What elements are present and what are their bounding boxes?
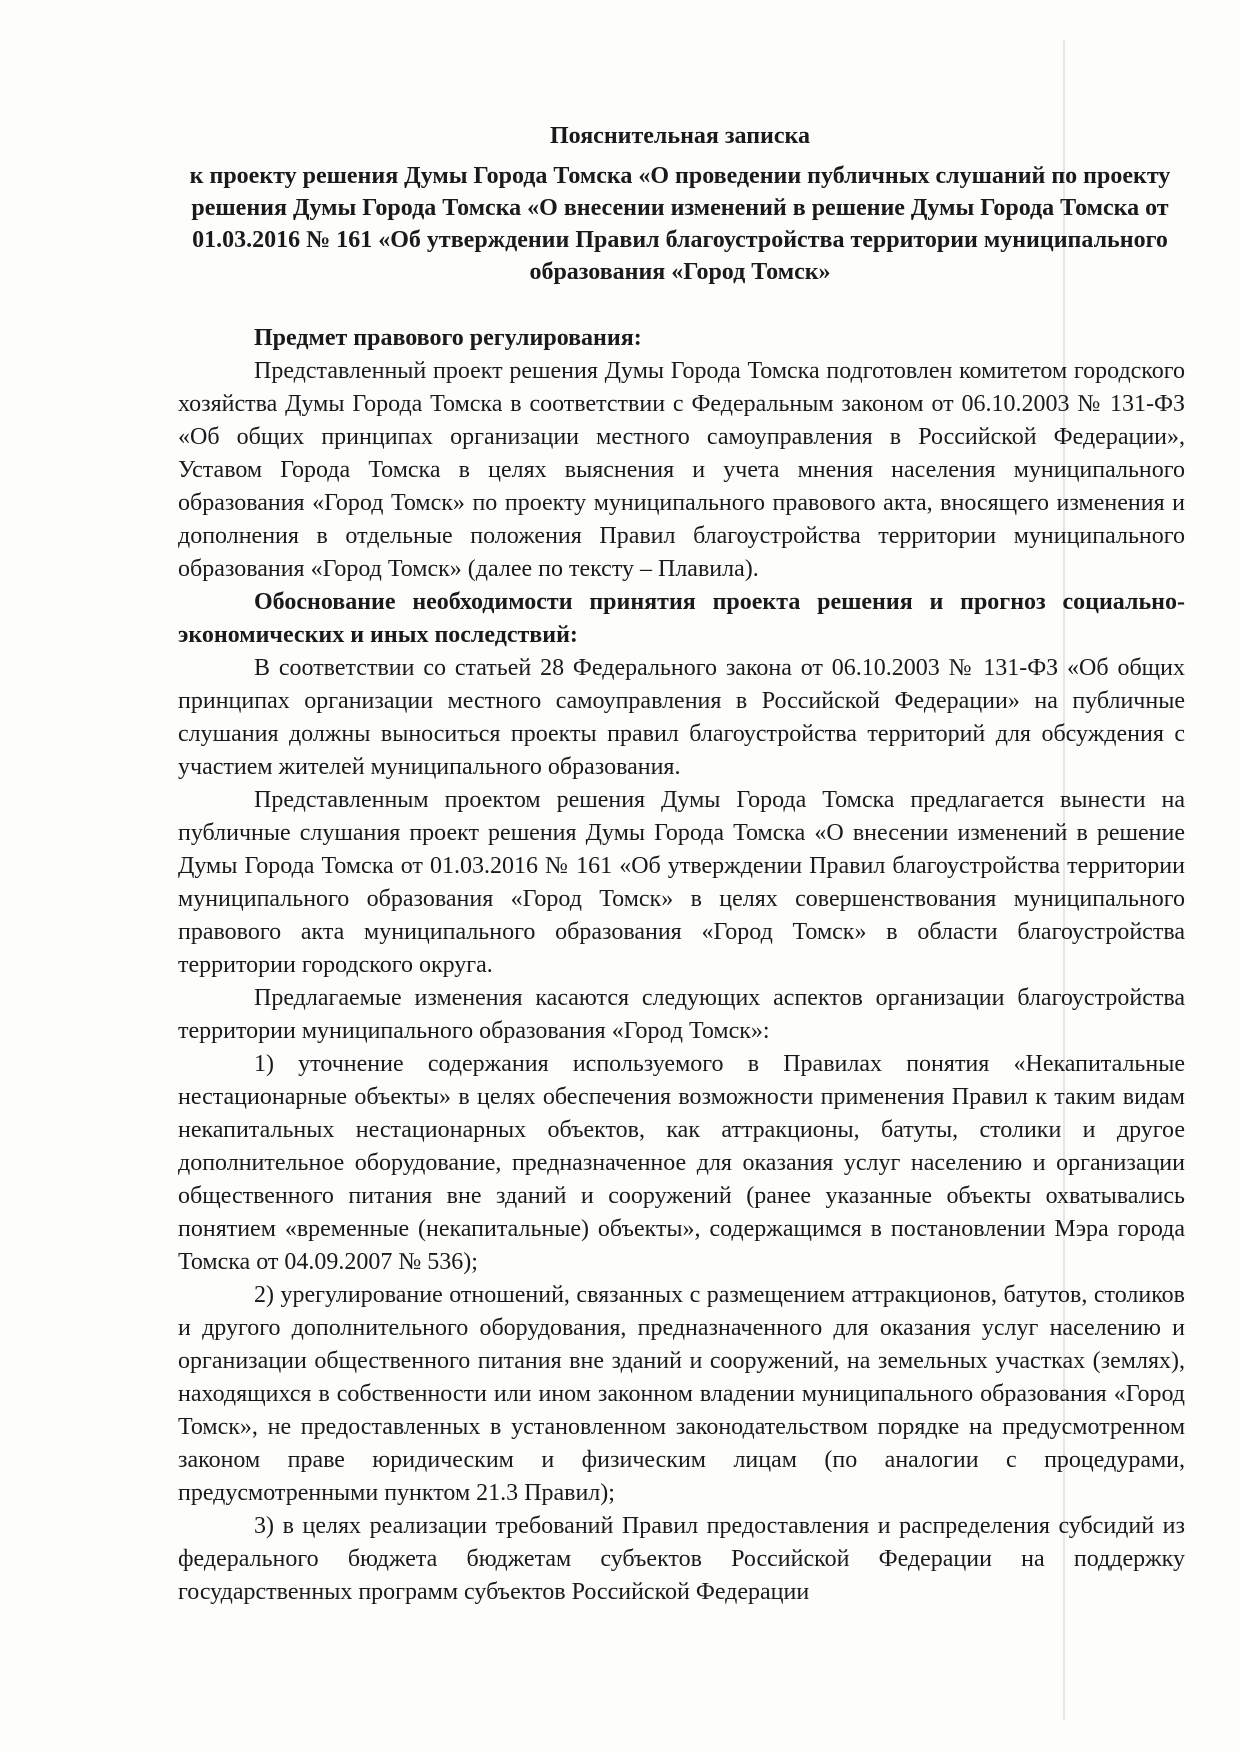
title-line-note: Пояснительная записка	[549, 123, 810, 149]
document-body	[178, 322, 1185, 1609]
list-item: 3) в целях реализации требований Правил предоставления и распределения субсидий из федерального бюджета бюджетам субъектов Российской Федерации на поддержку государственных программ субъектов Российской Федерации	[178, 1513, 1185, 1605]
title-line-subject: к проекту решения Думы Города Томска «О проведении публичных слушаний по проекту решения Думы Города Томска «О внесении изменений в решение Думы Города Томска от 01.03.2016 № 161 «Об утверждении Правил благоустройства территории муниципального образования «Город Томск»	[189, 163, 1171, 285]
paragraph: Представленный проект решения Думы Города Томска подготовлен комитетом городского хозяйства Думы Города Томска в соответствии с Федеральным законом от 06.10.2003 № 131-ФЗ «Об общих принципах организации местного самоуправления в Российской Федерации», Уставом Города Томска в целях выяснения и учета мнения населения муниципального образования «Город Томск» по проекту муниципального правового акта, вносящего изменения и дополнения в отдельные положения Правил благоустройства территории муниципального образования «Город Томск» (далее по тексту – Плавила).	[178, 358, 1185, 582]
section-heading-subject: Предмет правового регулирования:	[254, 325, 642, 351]
section-heading-justification: Обоснование необходимости принятия проекта решения и прогноз социально-экономических и иных последствий:	[178, 589, 1185, 648]
paragraph: В соответствии со статьей 28 Федерального закона от 06.10.2003 № 131-ФЗ «Об общих принципах организации местного самоуправления в Российской Федерации» на публичные слушания должны выноситься проекты правил благоустройства территорий для обсуждения с участием жителей муниципального образования.	[178, 655, 1185, 780]
paragraph: Предлагаемые изменения касаются следующих аспектов организации благоустройства территории муниципального образования «Город Томск»:	[178, 985, 1185, 1044]
document-title	[180, 120, 1180, 288]
list-item: 1) уточнение содержания используемого в Правилах понятия «Некапитальные нестационарные объекты» в целях обеспечения возможности применения Правил к таким видам некапитальных нестационарных объектов, как аттракционы, батуты, столики и другое дополнительное оборудование, предназначенное для оказания услуг населению и организации общественного питания вне зданий и сооружений (ранее указанные объекты охватывались понятием «временные (некапитальные) объекты», содержащимся в постановлении Мэра города Томска от 04.09.2007 № 536);	[178, 1051, 1185, 1275]
paragraph: Представленным проектом решения Думы Города Томска предлагается вынести на публичные слушания проект решения Думы Города Томска «О внесении изменений в решение Думы Города Томска от 01.03.2016 № 161 «Об утверждении Правил благоустройства территории муниципального образования «Город Томск» в целях совершенствования муниципального правового акта муниципального образования «Город Томск» в области благоустройства территории городского округа.	[178, 787, 1185, 978]
list-item: 2) урегулирование отношений, связанных с размещением аттракционов, батутов, столиков и другого дополнительного оборудования, предназначенного для оказания услуг населению и организации общественного питания вне зданий и сооружений, на земельных участках (землях), находящихся в собственности или ином законном владении муниципального образования «Город Томск», не предоставленных в установленном законодательством порядке на предусмотренном законом праве юридическим и физическим лицам (по аналогии с процедурами, предусмотренными пунктом 21.3 Правил);	[178, 1282, 1185, 1506]
